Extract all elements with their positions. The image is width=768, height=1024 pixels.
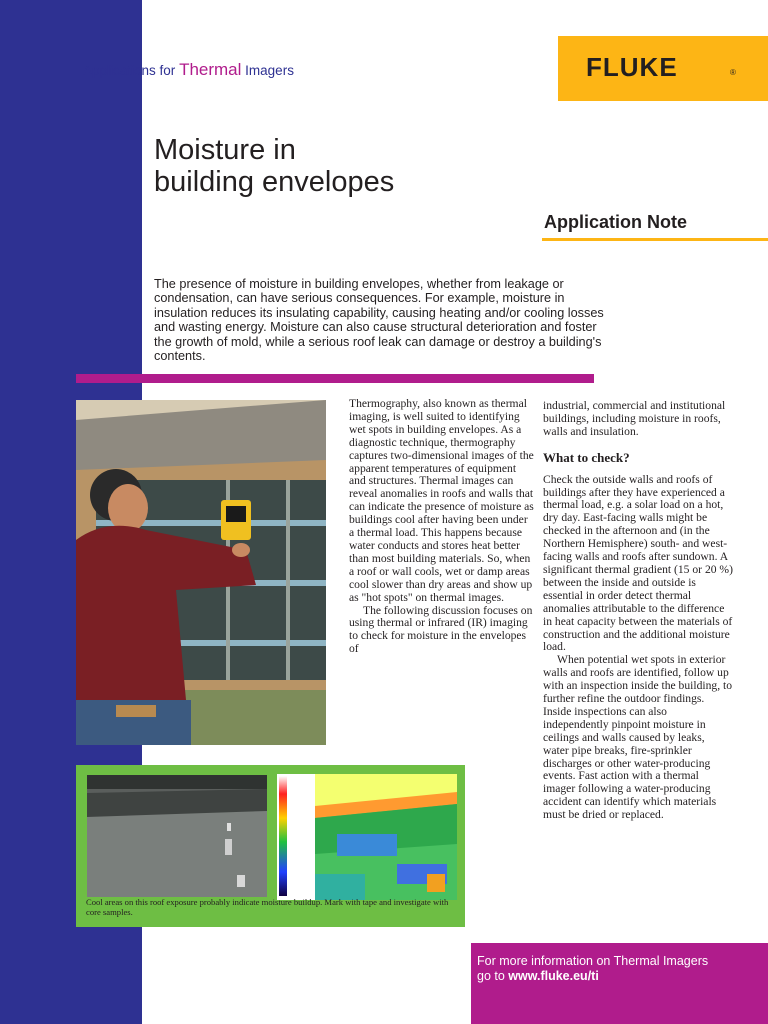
column2-paragraph-3: When potential wet spots in exterior walls and roofs are identified, follow up with an inspection inside the building, to further refine the outdoor findings. Inside inspections can also independently pinpoint moisture in ceilings and walls caused by leaks, water pipe breaks, fire-sprinkler discharges or other water-producing events. Fast action with a thermal imager following a water-producing accident can identify which materials must be dried or replaced. [543,653,733,822]
figure-caption: Cool areas on this roof exposure probably indicate moisture buildup. Mark with tape and investigate with core samples. [86,897,449,917]
registered-mark: ® [730,68,736,77]
thermal-image [277,774,457,900]
roof-photo [87,775,267,897]
technician-photo [76,400,326,745]
series-accent: Thermal [179,60,242,79]
footer-url-link[interactable]: www.fluke.eu/ti [508,968,599,983]
column2-paragraph-2: Check the outside walls and roofs of buildings after they have experienced a thermal load, e.g. a solar load on a hot, dry day. East-facing walls might be checked in the afternoon and (in the Northern Hemisphere) south- and west-facing walls and roofs after sundown. A significant thermal gradient (15 or 20 %) between the inside and outside is essential in order detect thermal anomalies attributable to the difference in heat capacity between the materials of construction and the additional moisture load. [543,472,733,654]
roof-figure [76,765,465,927]
body-column-1 [349,398,534,656]
title-line-2: building envelopes [154,166,395,198]
page-title [154,134,394,198]
footer-line-1: For more information on Thermal Imagers [477,954,709,968]
brand-name: FLUKE [586,52,678,82]
column2-paragraph-1: industrial, commercial and institutional buildings, including moisture in roofs, walls and insulation. [543,399,726,438]
column1-paragraph-2: The following discussion focuses on using thermal or infrared (IR) imaging to check for moisture in the envelopes of [349,603,533,656]
column1-paragraph-1: Thermography, also known as thermal imaging, is well suited to identifying wet spots in building envelopes. As a diagnostic technique, thermography captures two-dimensional images of the apparent temperatures of equipment and structures. Thermal images can reveal anomalies in roofs and walls that can indicate the presence of moisture as buildings cool after having been under a thermal load. This happens because water conducts and stores heat better than most building materials. So, when a roof or wall cools, wet or damp areas cool slower than dry areas and show up as "hot spots" on thermal images. [349,397,534,604]
document-type-rule [542,238,768,241]
intro-paragraph: The presence of moisture in building envelopes, whether from leakage or condensation, can have serious consequences. For example, moisture in insulation reduces its insulating capability, causing heating and/or cooling losses and wasting energy. Moisture can also cause structural deterioration and foster the growth of mold, while a serious roof leak can damage or destroy a building's contents. [154,277,604,364]
section-divider [76,374,594,383]
footer-banner [471,943,768,1024]
series-title [83,60,294,80]
footer-text [477,954,708,983]
series-prefix: Applications for [83,63,180,78]
section-heading: What to check? [543,449,630,465]
series-suffix: Imagers [241,63,294,78]
fluke-logo [558,36,768,101]
title-line-1: Moisture in [154,134,296,166]
footer-line-2-prefix: go to [477,968,509,983]
document-type: Application Note [544,212,687,232]
body-column-2 [543,400,733,822]
